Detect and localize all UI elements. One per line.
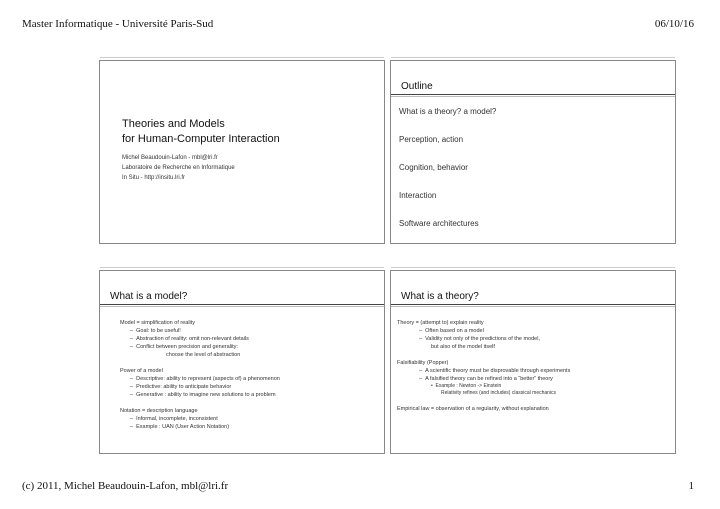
outline-item: What is a theory? a model? bbox=[399, 107, 497, 116]
list-item: – Generative : ability to imagine new solutions to a problem bbox=[130, 391, 376, 399]
slide-title-text: Outline bbox=[401, 81, 433, 92]
list-item: – Conflict between precision and generality: bbox=[130, 343, 376, 351]
outline-item: Interaction bbox=[399, 191, 437, 200]
document-date: 06/10/16 bbox=[654, 18, 694, 30]
title-rule bbox=[391, 304, 675, 305]
slide-theory bbox=[390, 270, 676, 454]
list-item: – Descriptive: ability to represent (aspects of) a phenomenon bbox=[130, 375, 376, 383]
example-continuation: Relativity refines (and includes) classical mechanics bbox=[441, 390, 557, 396]
power-heading: Power of a model bbox=[120, 368, 163, 374]
model-list bbox=[120, 327, 376, 351]
slide-title bbox=[99, 60, 385, 244]
team-line: In Situ - http://insitu.lri.fr bbox=[122, 175, 186, 181]
slide-title-text: What is a theory? bbox=[401, 291, 479, 302]
slide-content bbox=[397, 317, 667, 413]
list-item: – Often based on a model bbox=[419, 327, 667, 335]
title-line-2: for Human-Computer Interaction bbox=[122, 133, 280, 145]
copyright-text: (c) 2011, Michel Beaudouin-Lafon, mbl@lri.fr bbox=[22, 480, 229, 492]
author-info bbox=[122, 153, 235, 183]
falsifiability-heading: Falsifiability (Popper) bbox=[397, 360, 449, 366]
slide-outline bbox=[390, 60, 676, 244]
list-item: – Predictive: ability to anticipate behavior bbox=[130, 383, 376, 391]
slide-model bbox=[99, 270, 385, 454]
theory-list bbox=[397, 327, 667, 343]
page-number: 1 bbox=[688, 480, 694, 492]
list-item: – Example : UAN (User Action Notation) bbox=[130, 423, 376, 431]
list-item: – Validity not only of the predictions of the model, bbox=[419, 335, 667, 343]
title-line-1: Theories and Models bbox=[122, 118, 225, 130]
title-rule bbox=[391, 94, 675, 95]
list-item: • Example : Newton -> Einstein bbox=[431, 383, 667, 390]
list-item: – A scientific theory must be disprovable through experiments bbox=[419, 367, 667, 375]
list-item: – Goal: to be useful! bbox=[130, 327, 376, 335]
title-rule bbox=[100, 304, 384, 305]
list-item: – A falsified theory can be refined into a “better” theory bbox=[419, 375, 667, 383]
title-rule-secondary bbox=[391, 96, 675, 97]
model-definition: Model = simplification of reality bbox=[120, 320, 196, 326]
lab-line: Laboratoire de Recherche en Informatique bbox=[122, 165, 235, 171]
falsifiability-list bbox=[397, 367, 667, 383]
outline-item: Perception, action bbox=[399, 135, 464, 144]
author-line: Michel Beaudouin-Lafon - mbl@lri.fr bbox=[122, 155, 218, 161]
theory-definition: Theory = (attempt to) explain reality bbox=[397, 320, 484, 326]
example-list bbox=[397, 383, 667, 390]
list-item-continuation: choose the level of abstraction bbox=[166, 352, 241, 358]
title-rule-secondary bbox=[391, 306, 675, 307]
outline-item: Cognition, behavior bbox=[399, 163, 468, 172]
slide-content bbox=[120, 317, 376, 431]
slide-title-text: What is a model? bbox=[110, 291, 188, 302]
presentation-title bbox=[122, 117, 280, 147]
notation-list bbox=[120, 415, 376, 431]
outline-item: Software architectures bbox=[399, 219, 479, 228]
list-item: – Abstraction of reality: omit non-relevant details bbox=[130, 335, 376, 343]
power-list bbox=[120, 375, 376, 399]
empirical-law: Empirical law = observation of a regularity, without explanation bbox=[397, 406, 549, 412]
outline-list bbox=[399, 107, 496, 247]
list-item: – Informal, incomplete, inconsistent bbox=[130, 415, 376, 423]
title-rule-secondary bbox=[100, 306, 384, 307]
course-title: Master Informatique - Université Paris-Sud bbox=[22, 18, 214, 30]
notation-heading: Notation = description language bbox=[120, 408, 198, 414]
list-item-continuation: but also of the model itself bbox=[431, 344, 495, 350]
